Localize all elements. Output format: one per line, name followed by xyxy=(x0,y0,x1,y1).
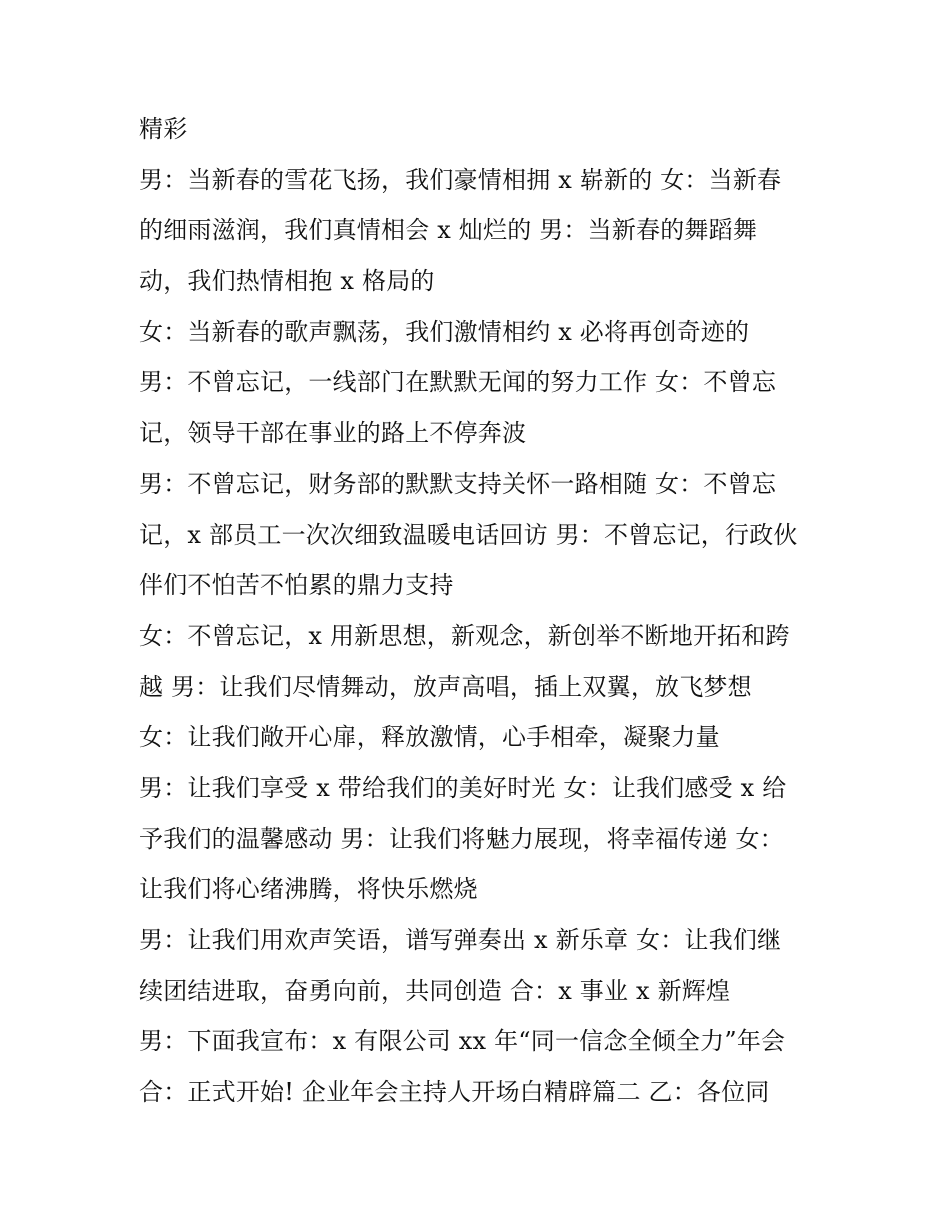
text-line: 男：不曾忘记，财务部的默默支持关怀一路相随 女：不曾忘 xyxy=(139,469,777,498)
text-line: 越 男：让我们尽情舞动，放声高唱，插上双翼，放飞梦想 xyxy=(139,672,752,701)
text-line: 记，x 部员工一次次细致温暖电话回访 男：不曾忘记，行政伙 xyxy=(139,520,798,549)
text-line: 男：下面我宣布：x 有限公司 xx 年“同一信念全倾全力”年会 xyxy=(139,1027,786,1056)
text-line: 女：不曾忘记，x 用新思想，新观念，新创举不断地开拓和跨 xyxy=(139,621,790,650)
text-line: 记，领导干部在事业的路上不停奔波 xyxy=(139,419,527,448)
text-line: 男：让我们享受 x 带给我们的美好时光 女：让我们感受 x 给 xyxy=(139,773,787,802)
text-line: 动，我们热情相抱 x 格局的 xyxy=(139,267,435,296)
text-line: 男：当新春的雪花飞扬，我们豪情相拥 x 崭新的 女：当新春 xyxy=(139,165,782,194)
text-line: 续团结进取，奋勇向前，共同创造 合：x 事业 x 新辉煌 xyxy=(139,976,731,1005)
text-line: 男：让我们用欢声笑语，谱写弹奏出 x 新乐章 女：让我们继 xyxy=(139,926,782,954)
text-line: 女：当新春的歌声飘荡，我们激情相约 x 必将再创奇迹的 xyxy=(139,317,750,346)
text-line: 合：正式开始! 企业年会主持人开场白精辟篇二 乙：各位同 xyxy=(139,1078,770,1107)
text-line: 伴们不怕苦不怕累的鼎力支持 xyxy=(139,571,454,600)
text-line: 予我们的温馨感动 男：让我们将魅力展现，将幸福传递 女： xyxy=(139,824,784,853)
text-line: 让我们将心绪沸腾，将快乐燃烧 xyxy=(139,875,478,904)
text-line: 精彩 xyxy=(139,115,188,143)
text-line: 男：不曾忘记，一线部门在默默无闻的努力工作 女：不曾忘 xyxy=(139,368,777,397)
text-line: 的细雨滋润，我们真情相会 x 灿烂的 男：当新春的舞蹈舞 xyxy=(139,216,758,245)
text-line: 女：让我们敞开心扉，释放激情，心手相牵，凝聚力量 xyxy=(139,723,720,752)
document-body xyxy=(139,104,829,1118)
